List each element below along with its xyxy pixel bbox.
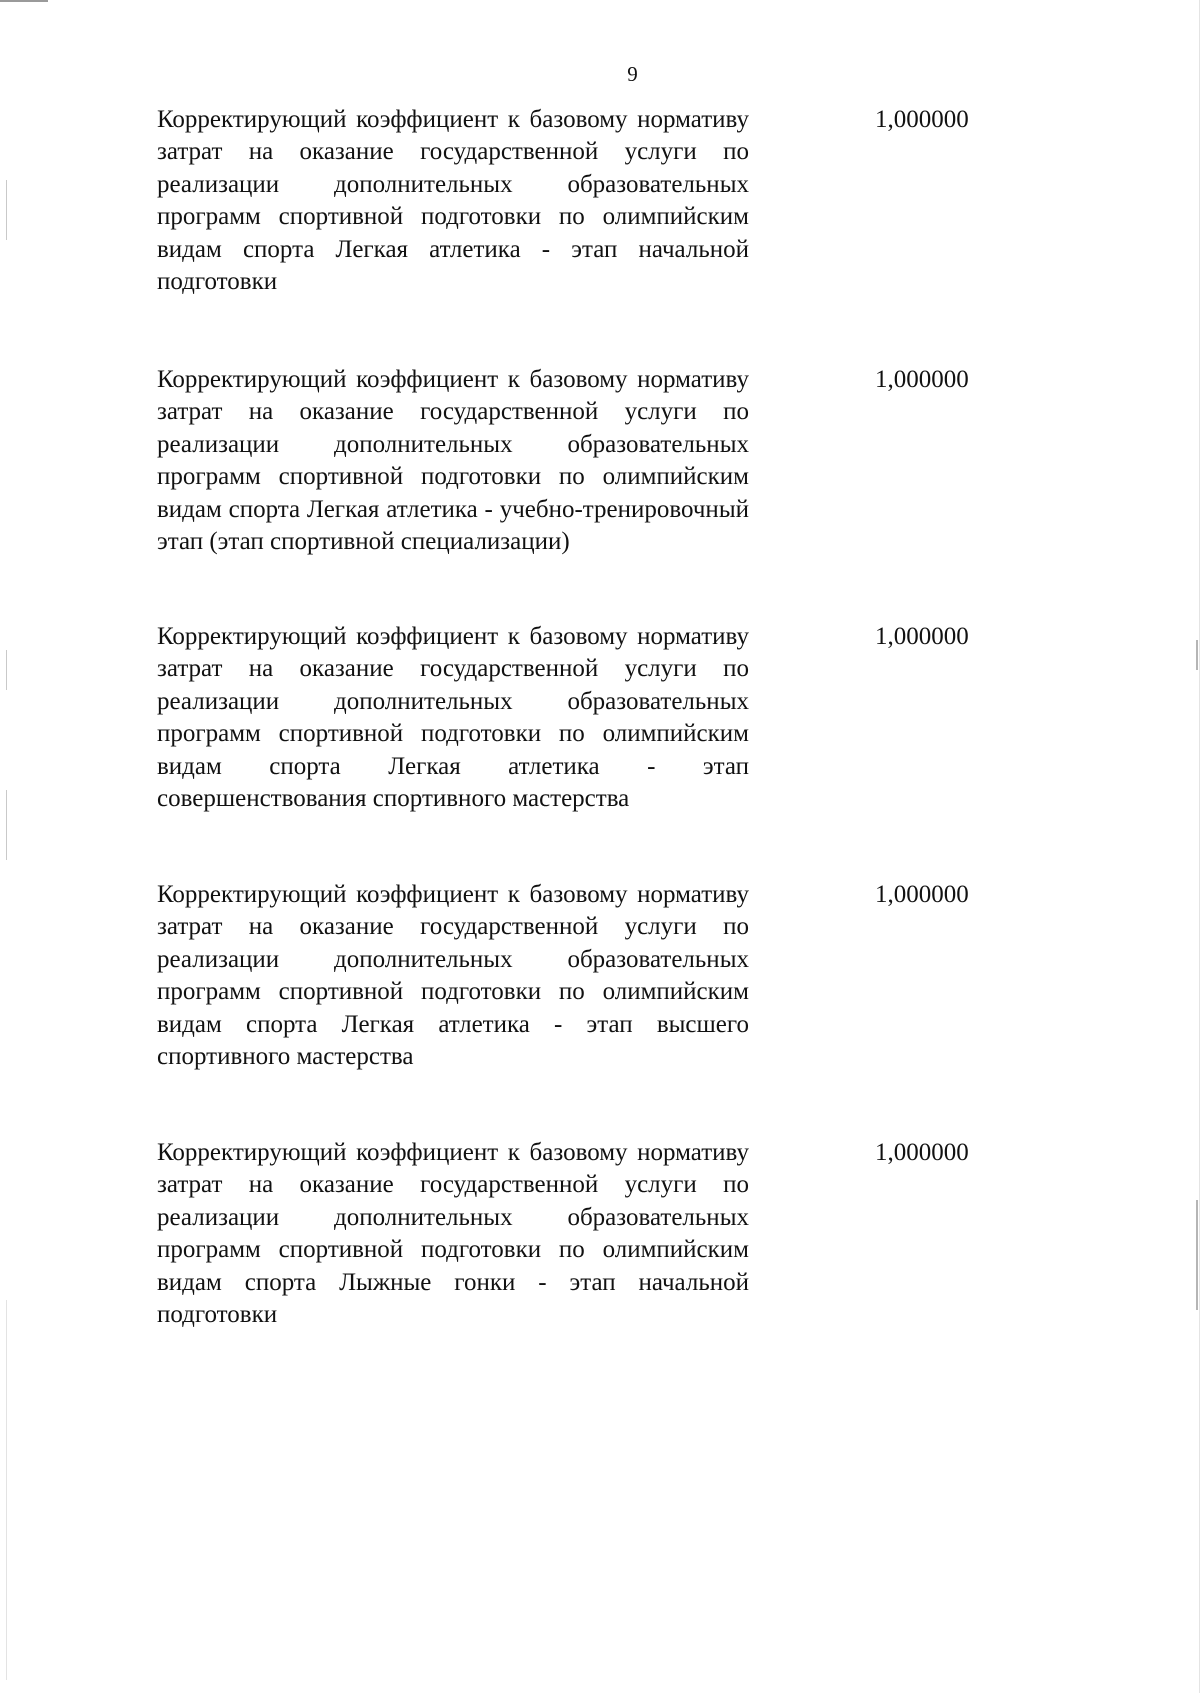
scan-artifact-right-mark [1196, 1200, 1198, 1310]
entry-description: Корректирующий коэффициент к базовому нормативу затрат на оказание государственной услуги по реализации дополнительных образовательных программ спортивной подготовки по олимпийским видам спорта Легкая атлетика - этап совершенствования спортивного мастерства [157, 623, 749, 813]
scan-artifact-right-mark [1196, 640, 1198, 670]
entry-description: Корректирующий коэффициент к базовому нормативу затрат на оказание государственной услуги по реализации дополнительных образовательных программ спортивной подготовки по олимпийским видам спорта Легкая атлетика - этап начальной подготовки [157, 106, 749, 296]
scan-artifact-left-mark [6, 790, 7, 860]
entry-coefficient-value: 1,000000 [875, 106, 969, 133]
scan-artifact-left-mark [6, 650, 7, 690]
entry-coefficient-value: 1,000000 [875, 1139, 969, 1166]
scan-artifact-left-mark [6, 180, 7, 240]
entry-description: Корректирующий коэффициент к базовому нормативу затрат на оказание государственной услуги по реализации дополнительных образовательных программ спортивной подготовки по олимпийским видам спорта Легкая атлетика - учебно-тренировочный этап (этап спортивной специализации) [157, 366, 749, 556]
page-number: 9 [627, 62, 638, 86]
entry-coefficient-value: 1,000000 [875, 366, 969, 393]
entry-description: Корректирующий коэффициент к базовому нормативу затрат на оказание государственной услуги по реализации дополнительных образовательных программ спортивной подготовки по олимпийским видам спорта Лыжные гонки - этап начальной подготовки [157, 1139, 749, 1329]
entry-coefficient-value: 1,000000 [875, 881, 969, 908]
scan-artifact-top-line [0, 0, 48, 2]
entry-coefficient-value: 1,000000 [875, 623, 969, 650]
entry-description: Корректирующий коэффициент к базовому нормативу затрат на оказание государственной услуги по реализации дополнительных образовательных программ спортивной подготовки по олимпийским видам спорта Легкая атлетика - этап высшего спортивного мастерства [157, 881, 749, 1071]
scan-artifact-left-mark [6, 1300, 7, 1680]
